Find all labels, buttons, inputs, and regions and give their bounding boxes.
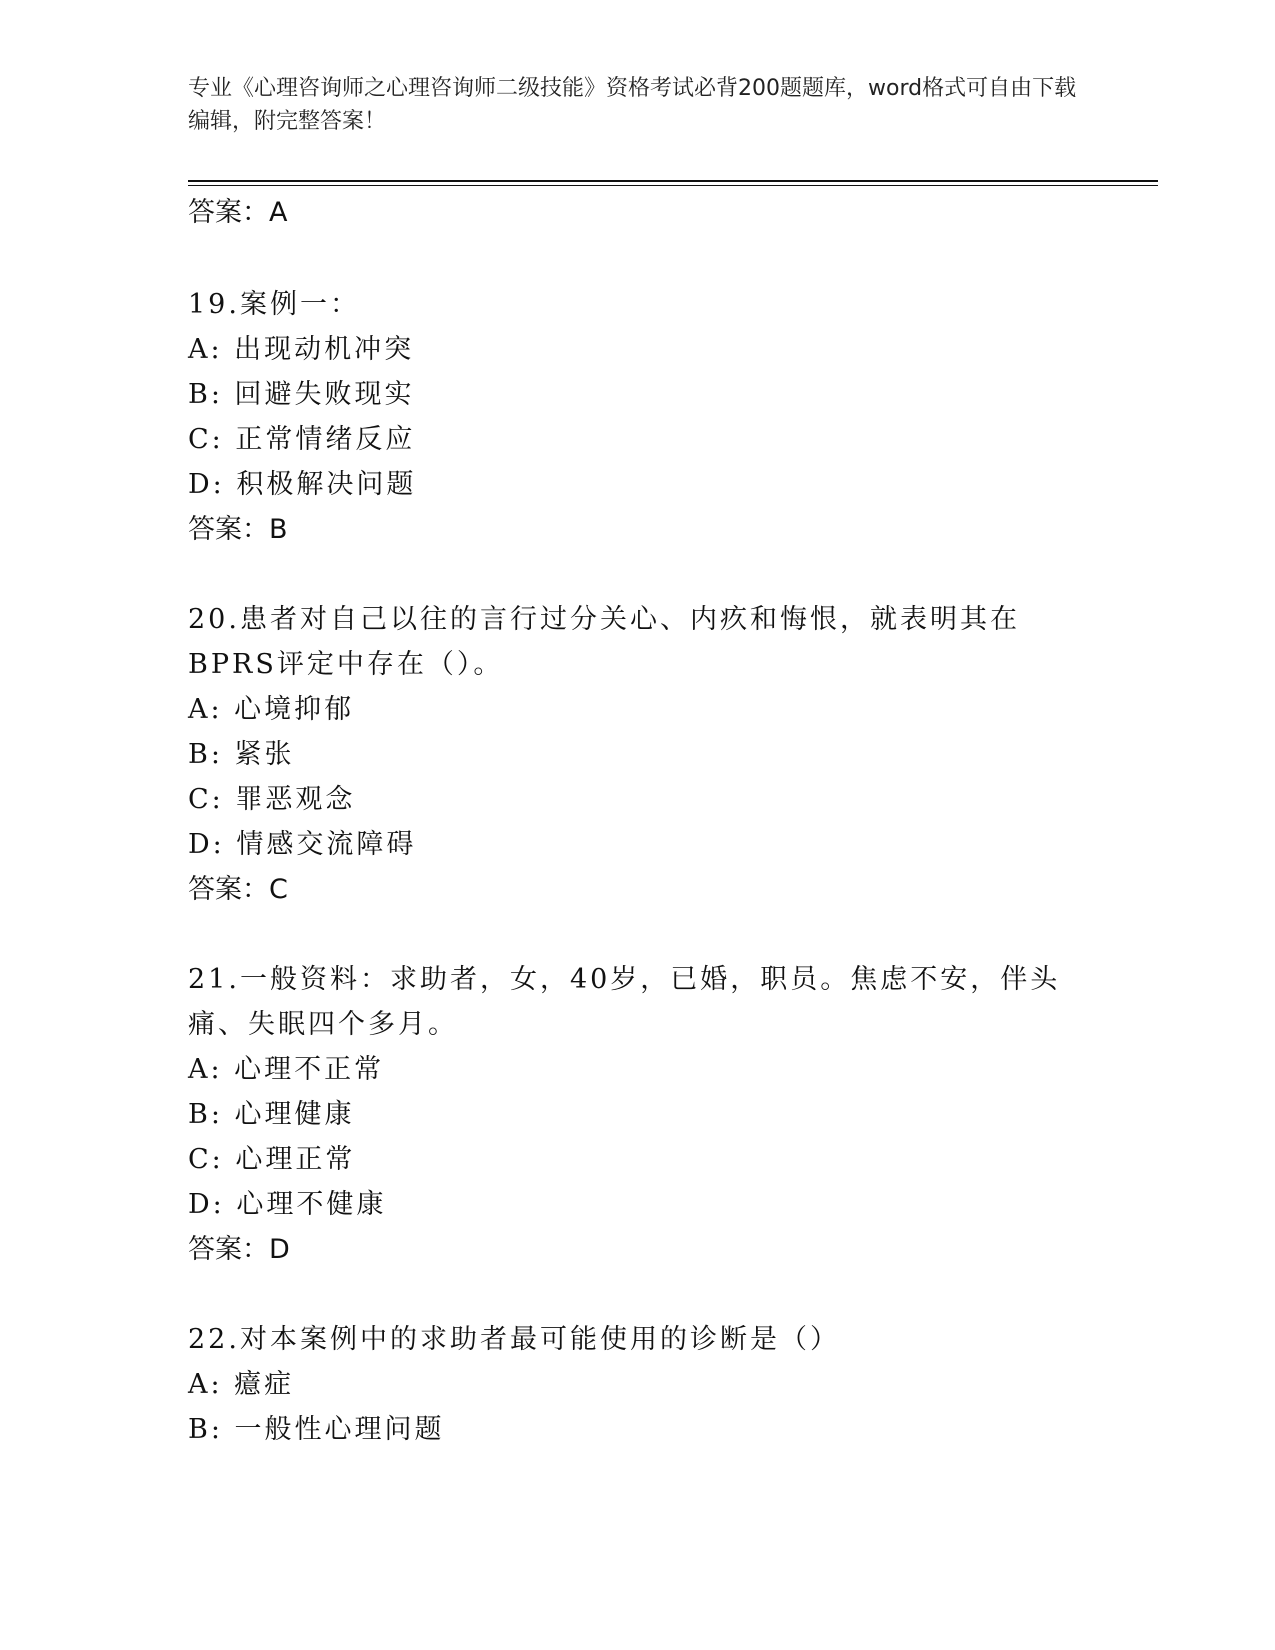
question-text: 22.对本案例中的求助者最可能使用的诊断是（） (188, 1324, 840, 1355)
question-22 (188, 1317, 1088, 1452)
question-text: 19.案例一： (188, 289, 360, 320)
question-21 (188, 957, 1088, 1272)
option-a: A: 出现动机冲突 (188, 334, 415, 365)
option-a: A: 癔症 (188, 1369, 295, 1400)
option-b: B: 回避失败现实 (188, 379, 415, 410)
page-header (188, 72, 1078, 138)
answer-label: 答案：C (188, 874, 288, 905)
option-c: C: 心理正常 (188, 1144, 356, 1175)
answer-label: 答案：D (188, 1234, 290, 1265)
option-b: B: 一般性心理问题 (188, 1414, 445, 1445)
question-text: 20.患者对自己以往的言行过分关心、内疚和悔恨，就表明其在BPRS评定中存在（）。 (188, 604, 1020, 680)
option-d: D: 积极解决问题 (188, 469, 417, 500)
answer-label: 答案：A (188, 197, 288, 228)
option-d: D: 情感交流障碍 (188, 829, 417, 860)
header-text: 专业《心理咨询师之心理咨询师二级技能》资格考试必背200题题库，word格式可自由下载编辑，附完整答案！ (188, 76, 1077, 134)
option-a: A: 心境抑郁 (188, 694, 355, 725)
answer-label: 答案：B (188, 514, 288, 545)
option-b: B: 紧张 (188, 739, 295, 770)
option-d: D: 心理不健康 (188, 1189, 387, 1220)
question-20 (188, 597, 1088, 912)
option-c: C: 正常情绪反应 (188, 424, 416, 455)
header-rule-thin (188, 185, 1158, 186)
header-rule-thick (188, 180, 1158, 182)
option-c: C: 罪恶观念 (188, 784, 356, 815)
question-19 (188, 282, 1088, 552)
question-list (188, 190, 1088, 1452)
option-b: B: 心理健康 (188, 1099, 355, 1130)
question-text: 21.一般资料：求助者，女，40岁，已婚，职员。焦虑不安，伴头痛、失眠四个多月。 (188, 964, 1061, 1040)
option-a: A: 心理不正常 (188, 1054, 385, 1085)
